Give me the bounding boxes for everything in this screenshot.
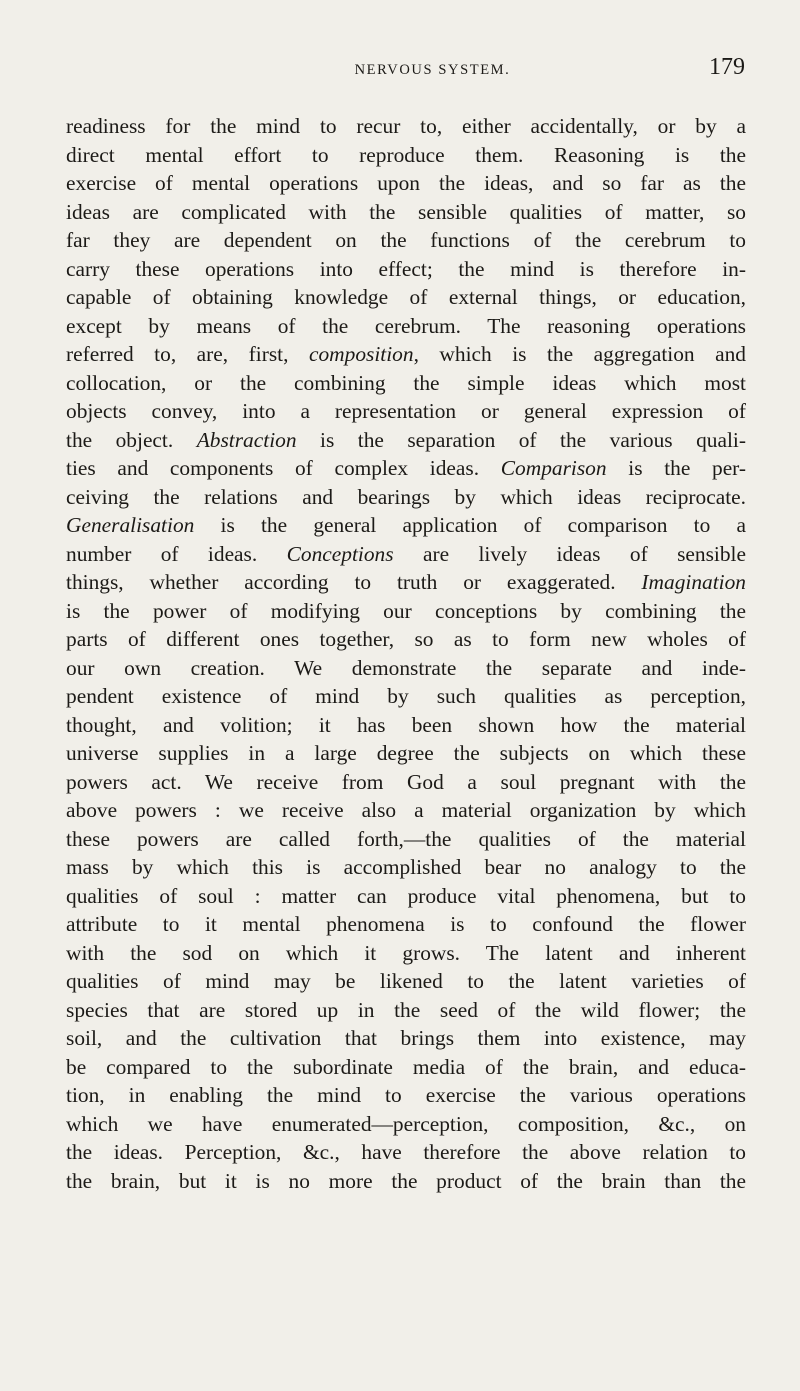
text-line (66, 169, 746, 198)
text-line (66, 1053, 746, 1082)
text-run: collocation, or the combining the simple ideas which most (66, 370, 746, 395)
italic-term: Abstraction (196, 427, 297, 452)
text-run: things, whether according to truth or exaggerated. (66, 570, 642, 594)
text-line (66, 1024, 746, 1053)
text-run: the object. (66, 427, 197, 452)
text-line (66, 825, 746, 854)
text-run: be compared to the subordinate media of the brain, and educa- (66, 1054, 746, 1079)
text-run: these powers are called forth,—the qualities of the material (66, 826, 746, 851)
text-run: qualities of mind may be likened to the latent varieties of (66, 969, 746, 993)
italic-term: Generalisation (66, 513, 195, 537)
italic-term: Conceptions (286, 541, 394, 566)
text-line (66, 768, 746, 797)
text-run: above powers : we receive also a material organization by which (66, 798, 746, 822)
text-run: referred to, are, first, (66, 342, 309, 366)
text-line (66, 255, 746, 284)
italic-term: Imagination (641, 570, 746, 594)
text-line (66, 853, 746, 882)
text-line (66, 511, 746, 540)
text-line (66, 1110, 746, 1139)
text-line (66, 967, 746, 996)
text-line (66, 910, 746, 939)
text-run: far they are dependent on the functions of the cerebrum to (66, 228, 746, 252)
text-run: number of ideas. (66, 541, 287, 566)
text-run: thought, and volition; it has been shown how the material (66, 712, 746, 737)
text-run: capable of obtaining knowledge of external things, or education, (66, 285, 746, 309)
text-run: tion, in enabling the mind to exercise the various operations (66, 1083, 746, 1107)
text-line (66, 739, 746, 768)
text-line (66, 625, 746, 654)
text-line (66, 568, 746, 597)
running-title: NERVOUS SYSTEM. (354, 62, 511, 78)
text-line (66, 312, 746, 341)
text-line (66, 112, 746, 141)
text-line (66, 540, 746, 569)
text-run: the brain, but it is no more the product of the brain than the (66, 1168, 746, 1193)
text-run: which we have enumerated—perception, composition, &c., on (66, 1111, 746, 1136)
text-line (66, 369, 746, 398)
text-line (66, 454, 746, 483)
text-run: pendent existence of mind by such qualities as perception, (66, 684, 746, 708)
text-run: species that are stored up in the seed of the wild flower; the (66, 997, 746, 1022)
text-run: is the separation of the various quali- (296, 427, 746, 452)
text-run: universe supplies in a large degree the subjects on which these (66, 741, 746, 765)
text-run: is the general application of comparison to a (194, 513, 746, 537)
text-line (66, 882, 746, 911)
text-line (66, 141, 746, 170)
text-run: ties and components of complex ideas. (66, 456, 501, 480)
text-run: except by means of the cerebrum. The reasoning operations (66, 313, 746, 338)
text-line (66, 796, 746, 825)
text-line (66, 996, 746, 1025)
text-run: is the per- (606, 456, 747, 480)
text-line (66, 1138, 746, 1167)
text-run: attribute to it mental phenomena is to confound the flower (66, 912, 746, 936)
text-run: exercise of mental operations upon the ideas, and so far as the (66, 171, 746, 195)
text-run: , which is the aggregation and (413, 342, 747, 366)
text-line (66, 198, 746, 227)
text-line (66, 682, 746, 711)
text-line (66, 397, 746, 426)
text-run: mass by which this is accomplished bear no analogy to the (66, 855, 746, 879)
text-run: carry these operations into effect; the mind is therefore in- (66, 256, 746, 281)
text-run: our own creation. We demonstrate the separate and inde- (66, 655, 746, 680)
text-run: is the power of modifying our conceptions by combining the (66, 598, 746, 623)
text-line (66, 711, 746, 740)
text-run: parts of different ones together, so as to form new wholes of (66, 627, 746, 651)
italic-term: composition (308, 342, 414, 366)
text-line (66, 1081, 746, 1110)
text-run: ceiving the relations and bearings by which ideas reciprocate. (66, 484, 746, 509)
text-line (66, 483, 746, 512)
running-head (120, 54, 745, 88)
text-run: direct mental effort to reproduce them. Reasoning is the (66, 142, 746, 167)
text-run: are lively ideas of sensible (393, 541, 746, 566)
text-line (66, 597, 746, 626)
text-run: objects convey, into a representation or general expression of (66, 399, 746, 423)
text-run: qualities of soul : matter can produce vital phenomena, but to (66, 883, 746, 908)
text-run: ideas are complicated with the sensible qualities of matter, so (66, 199, 746, 224)
text-line (66, 1167, 746, 1196)
text-line (66, 939, 746, 968)
text-line (66, 340, 746, 369)
text-line (66, 426, 746, 455)
text-run: soil, and the cultivation that brings them into existence, may (66, 1026, 746, 1050)
text-run: the ideas. Perception, &c., have therefore the above relation to (66, 1140, 746, 1164)
italic-term: Comparison (500, 456, 607, 480)
text-line (66, 283, 746, 312)
page-number: 179 (709, 54, 745, 80)
body-text (66, 112, 746, 1195)
text-line (66, 226, 746, 255)
text-line (66, 654, 746, 683)
text-run: with the sod on which it grows. The latent and inherent (66, 940, 746, 965)
text-run: readiness for the mind to recur to, either accidentally, or by a (66, 114, 746, 138)
text-run: powers act. We receive from God a soul pregnant with the (66, 769, 746, 794)
